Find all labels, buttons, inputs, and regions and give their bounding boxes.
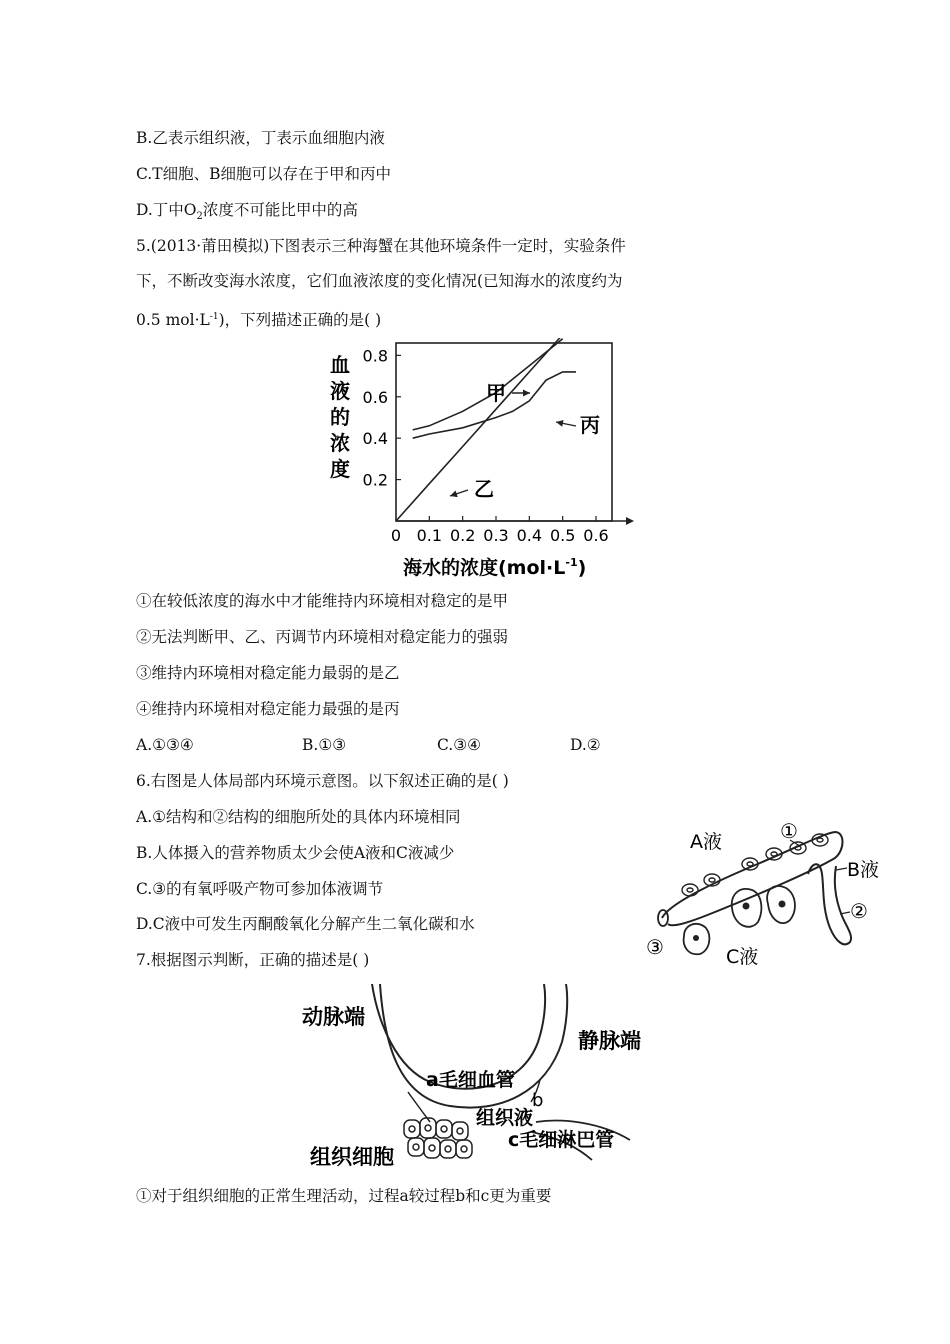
y-axis-label-char: 液 — [330, 379, 350, 403]
q5-statement-4: ④维持内环境相对稳定能力最强的是丙 — [136, 700, 400, 718]
q4-option-c: C.T细胞、B细胞可以存在于甲和丙中 — [136, 165, 391, 183]
label-tissue-cells: 组织细胞 — [310, 1145, 394, 1169]
capillary-lymph-diagram — [300, 982, 670, 1172]
cell-nuclei — [693, 901, 786, 942]
series-label-1: 乙 — [474, 477, 494, 501]
fig7-svg — [300, 982, 670, 1172]
label-b: b — [532, 1090, 544, 1111]
x-tick-label: 0.6 — [583, 526, 609, 545]
q5-statement-1: ①在较低浓度的海水中才能维持内环境相对稳定的是甲 — [136, 592, 509, 610]
label-1: ① — [780, 819, 798, 843]
series-label-arrowhead-1 — [450, 490, 458, 497]
q5-stem-line3 — [136, 307, 381, 330]
x-tick-label: 0.5 — [549, 526, 576, 545]
y-axis-label-char: 度 — [330, 457, 350, 481]
label-b-fluid: B液 — [847, 859, 880, 881]
q6-option-a: A.①结构和②结构的细胞所处的具体内环境相同 — [136, 808, 461, 826]
q4-option-b: B.乙表示组织液，丁表示血细胞内液 — [136, 129, 385, 147]
label-lymph-capillary: c毛细淋巴管 — [508, 1129, 615, 1151]
q6-option-c: C.③的有氧呼吸产物可参加体液调节 — [136, 880, 384, 898]
q5-l3-sup: -1 — [209, 312, 219, 322]
q5-l3-post: )，下列描述正确的是( ) — [218, 311, 382, 330]
y-tick-label: 0.4 — [362, 429, 388, 449]
q5-option-c: C.③④ — [437, 736, 482, 754]
x-tick-label: 0.2 — [449, 526, 476, 545]
series-label-0: 甲 — [486, 381, 506, 405]
label-arterial-end: 动脉端 — [302, 1005, 365, 1029]
x-tick-label: 0.1 — [416, 526, 443, 545]
q6-option-d: D.C液中可发生丙酮酸氧化分解产生二氧化碳和水 — [136, 915, 475, 933]
q6-stem: 6.右图是人体局部内环境示意图。以下叙述正确的是( ) — [136, 772, 509, 790]
q6-option-b: B.人体摄入的营养物质太少会使A液和C液减少 — [136, 844, 455, 862]
q5-stem-line2: 下，不断改变海水浓度，它们血液浓度的变化情况(已知海水的浓度约为 — [136, 272, 623, 290]
y-tick-label: 0.6 — [362, 387, 388, 407]
q5-option-a: A.①③④ — [136, 736, 194, 754]
tissue-cell-cluster — [404, 1118, 472, 1158]
x-tick-label: 0.3 — [483, 526, 509, 545]
q4d-post: 浓度不可能比甲中的高 — [202, 201, 358, 219]
x-tick-label: 0.4 — [516, 526, 543, 545]
label-c-fluid: C液 — [726, 946, 759, 968]
q5-statement-3: ③维持内环境相对稳定能力最弱的是乙 — [136, 664, 400, 682]
crab-blood-chart — [318, 338, 638, 583]
series-label-arrowhead-0 — [523, 390, 530, 397]
label-capillary: a毛细血管 — [426, 1069, 515, 1091]
q7-statement-1: ①对于组织细胞的正常生理活动，过程a较过程b和c更为重要 — [136, 1187, 552, 1205]
q5-statement-2: ②无法判断甲、乙、丙调节内环境相对稳定能力的强弱 — [136, 628, 509, 646]
series-label-2: 丙 — [580, 413, 600, 437]
internal-environment-diagram — [640, 818, 900, 968]
leader-b — [836, 868, 847, 870]
x-tick-label: 0 — [390, 526, 402, 545]
label-3: ③ — [646, 935, 664, 959]
q5-l3-pre: 0.5 mol·L — [136, 311, 210, 330]
y-axis-label-char: 浓 — [330, 431, 350, 455]
series-label-arrowhead-2 — [556, 420, 564, 427]
y-tick-label: 0.2 — [362, 470, 388, 490]
label-venous-end: 静脉端 — [578, 1029, 641, 1053]
x-axis-arrowhead — [626, 517, 634, 525]
label-tissue-fluid: 组织液 — [476, 1107, 534, 1129]
y-axis-label-char: 的 — [330, 405, 350, 429]
q5-option-d: D.② — [570, 736, 601, 754]
q7-stem: 7.根据图示判断，正确的描述是( ) — [136, 951, 370, 969]
x-axis-label: 海水的浓度$(mol\cdot L^{-1})$ — [403, 556, 587, 579]
q4d-pre: D.丁中O — [136, 201, 197, 219]
y-axis-label-char: 血 — [330, 353, 350, 377]
q5-stem-line1: 5.(2013·莆田模拟)下图表示三种海蟹在其他环境条件一定时，实验条件 — [136, 237, 626, 255]
y-tick-label: 0.8 — [362, 346, 388, 366]
q5-option-b: B.①③ — [302, 736, 347, 754]
lymph-vessel — [808, 864, 851, 944]
fig6-svg — [640, 818, 900, 968]
label-2: ② — [850, 899, 868, 923]
chart-svg — [318, 338, 638, 583]
label-a-fluid: A液 — [690, 831, 722, 853]
q4d-sub: 2 — [196, 211, 203, 223]
q4-option-d — [136, 200, 358, 227]
tissue-cells — [684, 886, 795, 954]
